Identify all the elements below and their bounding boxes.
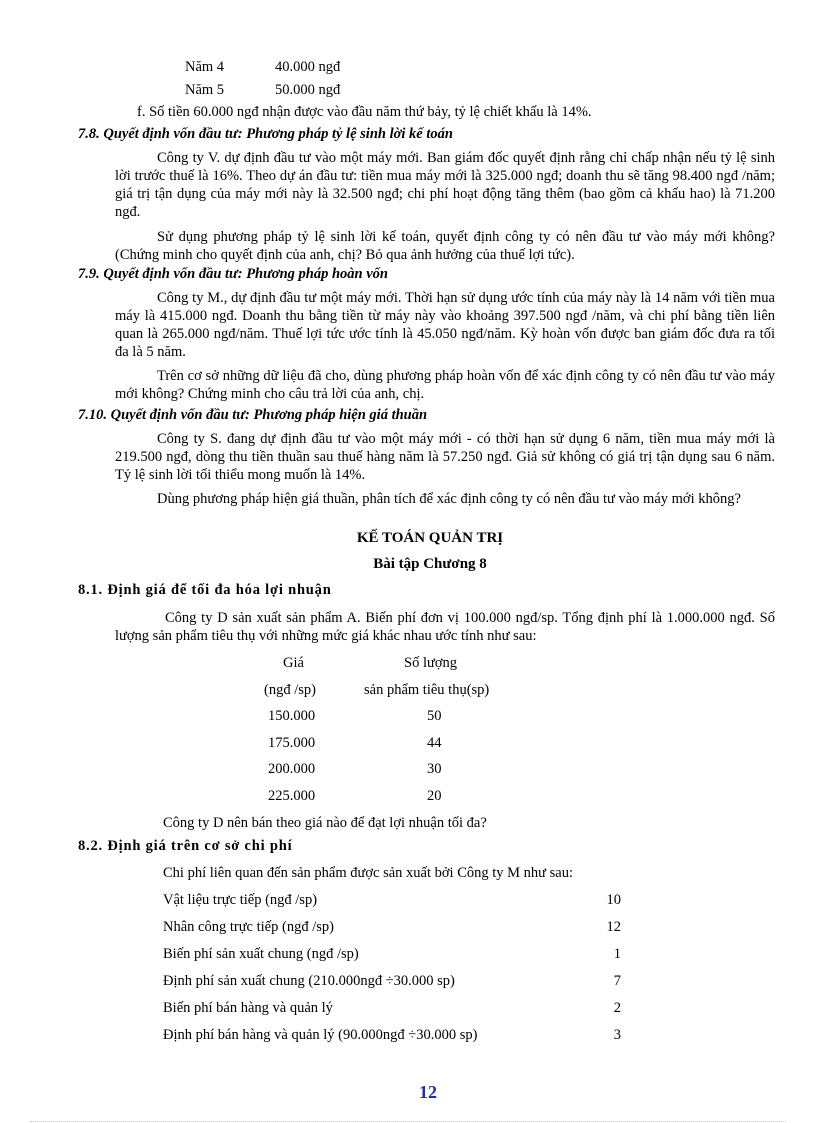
section-7-9-heading: 7.9. Quyết định vốn đầu tư: Phương pháp hoàn vốn [78,266,388,282]
cost-value: 7 [613,973,621,989]
price-cell: 225.000 [268,788,316,804]
cost-label: Biến phí sản xuất chung (ngđ /sp) [163,946,359,962]
price-cell: 175.000 [268,735,316,751]
cost-value: 2 [613,1000,621,1016]
section-8-1-para-1: Công ty D sản xuất sản phẩm A. Biến phí đơn vị 100.000 ngđ/sp. Tổng định phí là 1.000.000 ngđ. Số lượng sản phẩm tiêu thụ với những mức giá khác nhau ước tính như sau: [115,610,775,644]
price-cell: 150.000 [268,708,316,724]
section-7-9-para-2: Trên cơ sở những dữ liệu đã cho, dùng phương pháp hoàn vốn để xác định công ty có nên đầu tư vào máy mới không? Chứng minh cho câu trả lời của anh, chị. [115,368,775,402]
section-7-8-heading: 7.8. Quyết định vốn đầu tư: Phương pháp tỷ lệ sinh lời kế toán [78,126,453,142]
section-7-10-para-1: Công ty S. đang dự định đầu tư vào một máy mới - có thời hạn sử dụng 6 năm, tiền mua máy mới là 219.500 ngđ, dòng thu tiền thuần sau thuế hàng năm là 57.250 ngđ. Giả sử không có giá trị tận dụng sau 6 năm. Tỷ lệ sinh lời tối thiểu mong muốn là 14%. [115,431,775,483]
price-cell: 200.000 [268,761,316,777]
section-7-10-heading: 7.10. Quyết định vốn đầu tư: Phương pháp hiện giá thuần [78,407,428,423]
qty-cell: 50 [427,708,442,724]
section-7-8-para-1: Công ty V. dự định đầu tư vào một máy mới. Ban giám đốc quyết định rằng chỉ chấp nhận nếu tỷ lệ sinh lời trước thuế là 16%. Theo dự án đầu tư: tiền mua máy mới là 325.000 ngđ; doanh thu sẽ tăng 98.400 ngđ /năm; giá trị tận dụng của máy mới này là 32.500 ngđ; chi phí hoạt động tăng thêm (bao gồm cả khấu hao) là 71.200 ngđ. [115,150,775,220]
footer-divider [30,1121,786,1122]
chapter-title: KẾ TOÁN QUẢN TRỊ [356,530,504,546]
year4-value: 40.000 ngđ [275,59,341,75]
cost-label: Biến phí bán hàng và quản lý [163,1000,333,1016]
chapter-subtitle: Bài tập Chương 8 [373,556,487,572]
section-7-8-para-2: Sử dụng phương pháp tỷ lệ sinh lời kế toán, quyết định công ty có nên đầu tư vào máy mới không? (Chứng minh cho quyết định của anh, chị? Bỏ qua ảnh hưởng của thuế lợi tức). [115,229,775,263]
qty-cell: 20 [427,788,442,804]
qty-header-line-2: sản phẩm tiêu thụ(sp) [364,682,490,698]
price-header-line-1: Giá [283,655,304,671]
price-header-line-2: (ngđ /sp) [264,682,316,698]
qty-cell: 44 [427,735,442,751]
cost-value: 3 [613,1027,621,1043]
section-7-10-para-2: Dùng phương pháp hiện giá thuần, phân tích để xác định công ty có nên đầu tư vào máy mới không? [157,491,741,507]
section-8-2-heading: 8.2. Định giá trên cơ sở chi phí [78,838,293,854]
cost-label: Nhân công trực tiếp (ngđ /sp) [163,919,334,935]
section-8-2-intro: Chi phí liên quan đến sản phẩm được sản xuất bởi Công ty M như sau: [163,865,574,881]
year4-label: Năm 4 [185,59,225,75]
qty-header-line-1: Số lượng [404,655,457,671]
cost-label: Vật liệu trực tiếp (ngđ /sp) [163,892,318,908]
section-7-9-para-1: Công ty M., dự định đầu tư một máy mới. Thời hạn sử dụng ước tính của máy này là 14 năm với tiền mua máy là 415.000 ngđ. Doanh thu bằng tiền từ máy này vào khoảng 397.500 ngđ /năm, và chi phí bằng tiền liên quan là 265.000 ngđ/năm. Thuế lợi tức ước tính là 45.050 ngđ/năm. Kỳ hoàn vốn được ban giám đốc đưa ra tối đa là 5 năm. [115,290,775,360]
qty-cell: 30 [427,761,442,777]
year5-value: 50.000 ngđ [275,82,341,98]
page-number: 12 [419,1082,437,1102]
item-f: f. Số tiền 60.000 ngđ nhận được vào đầu năm thứ bảy, tỷ lệ chiết khấu là 14%. [137,104,592,120]
section-8-1-heading: 8.1. Định giá để tối đa hóa lợi nhuận [78,582,332,598]
cost-label: Định phí bán hàng và quản lý (90.000ngđ ÷30.000 sp) [163,1027,478,1043]
year5-label: Năm 5 [185,82,225,98]
cost-label: Định phí sản xuất chung (210.000ngđ ÷30.000 sp) [163,973,455,989]
section-8-1-question: Công ty D nên bán theo giá nào để đạt lợi nhuận tối đa? [163,815,487,831]
cost-value: 1 [613,946,621,962]
cost-value: 10 [606,892,621,908]
cost-value: 12 [606,919,621,935]
